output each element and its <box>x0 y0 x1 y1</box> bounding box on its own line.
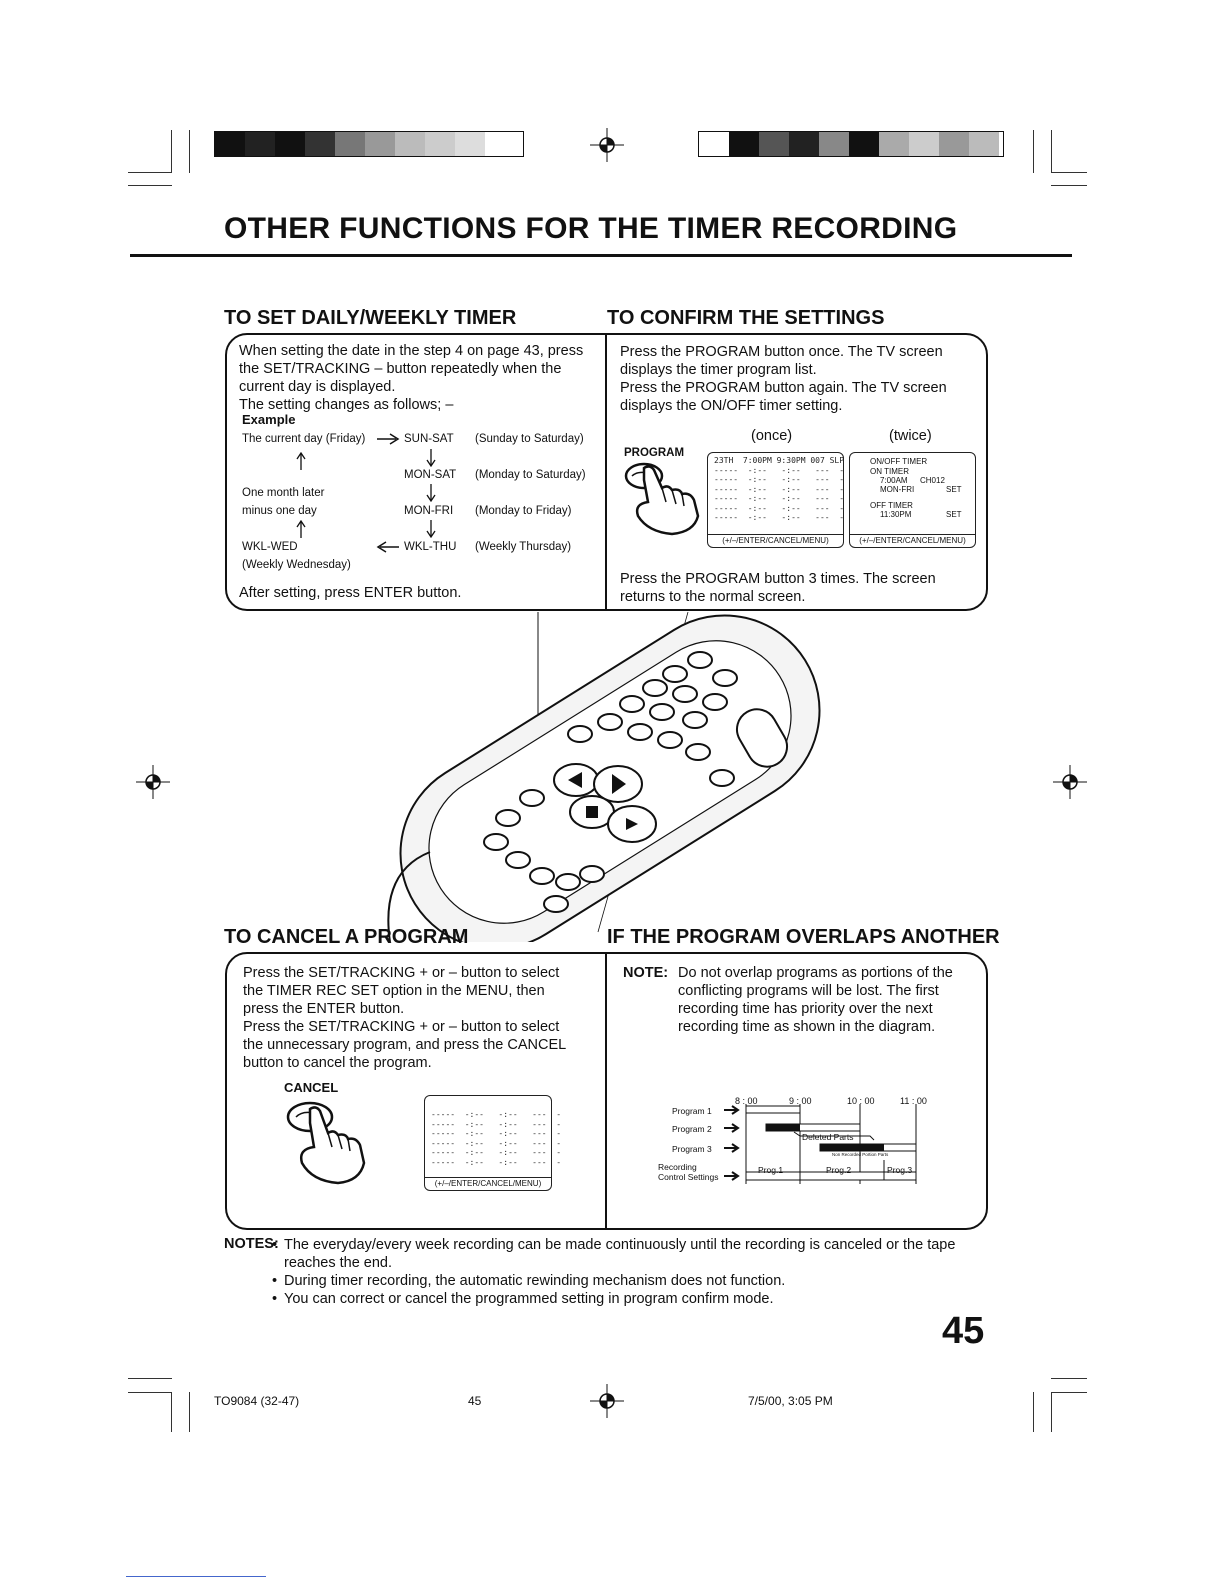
program-row-blank: ----- -:-- -:-- --- - <box>431 1157 562 1167</box>
hand-press-cancel-icon <box>282 1097 370 1187</box>
program-row-blank: ----- -:-- -:-- --- - <box>714 484 845 494</box>
once-label: (once) <box>751 428 793 444</box>
registration-mark-right-icon <box>1053 765 1087 799</box>
cancel-line-6: button to cancel the program. <box>243 1055 432 1071</box>
note-line-1: Do not overlap programs as portions of the <box>678 965 953 981</box>
bottom-box-divider <box>605 952 607 1230</box>
mode-code-4: WKL-THU <box>404 541 457 553</box>
up-arrow-icon <box>296 452 306 470</box>
on-days: MON-FRI <box>880 485 915 494</box>
confirm-line-1: Press the PROGRAM button once. The TV screen <box>620 344 943 360</box>
confirm-line-2: displays the timer program list. <box>620 362 817 378</box>
minus-one-day-label: minus one day <box>242 505 317 517</box>
page-title: OTHER FUNCTIONS FOR THE TIMER RECORDING <box>224 212 958 245</box>
set-label-2: SET <box>946 510 962 519</box>
program-3-label: Program 3 <box>672 1144 712 1154</box>
cancel-line-5: the unnecessary program, and press the CANCEL <box>243 1037 567 1053</box>
program-row-blank: ----- -:-- -:-- --- - <box>714 475 845 484</box>
daily-weekly-heading: TO SET DAILY/WEEKLY TIMER <box>224 307 517 329</box>
one-month-later-label: One month later <box>242 487 325 499</box>
remote-control-illustration <box>370 612 840 942</box>
bottom-link-underline <box>126 1576 266 1577</box>
color-bar-left <box>214 131 524 157</box>
recording-label: Recording <box>658 1162 697 1172</box>
daily-line-3: current day is displayed. <box>239 379 396 395</box>
cancel-line-1: Press the SET/TRACKING + or – button to select <box>243 965 560 981</box>
on-channel: CH012 <box>920 476 945 485</box>
title-rule <box>130 254 1072 257</box>
confirm-line-4: displays the ON/OFF timer setting. <box>620 398 843 414</box>
down-arrow-icon <box>426 520 436 538</box>
mode-desc-2: (Monday to Saturday) <box>475 469 586 481</box>
confirm-line-3: Press the PROGRAM button again. The TV screen <box>620 380 947 396</box>
color-bar-right <box>698 131 1004 157</box>
program-button-label: PROGRAM <box>624 447 685 459</box>
cancel-line-3: press the ENTER button. <box>243 1001 405 1017</box>
control-settings-label: Control Settings <box>658 1172 719 1182</box>
program-row-blank: ----- -:-- -:-- --- - <box>431 1110 562 1119</box>
daily-line-4: The setting changes as follows; – <box>239 397 454 413</box>
mode-desc-3: (Monday to Friday) <box>475 505 572 517</box>
mode-code-3: MON-FRI <box>404 505 454 517</box>
confirm-bottom-line-1: Press the PROGRAM button 3 times. The screen <box>620 571 936 587</box>
note-line-3: recording time has priority over the next <box>678 1001 933 1017</box>
prog-2-segment: Prog.2 <box>826 1165 852 1175</box>
cancel-line-4: Press the SET/TRACKING + or – button to select <box>243 1019 560 1035</box>
footer-timestamp: 7/5/00, 3:05 PM <box>748 1394 833 1408</box>
notes-label: NOTES: <box>224 1236 279 1252</box>
program-row-blank: ----- -:-- -:-- --- - <box>431 1119 562 1129</box>
time-label: 9 : 00 <box>789 1096 812 1106</box>
on-time: 7:00AM <box>880 476 908 485</box>
program-list-screen <box>707 452 844 548</box>
mode-desc-4: (Weekly Thursday) <box>475 541 572 553</box>
on-timer-label: ON TIMER <box>870 467 909 476</box>
off-time: 11:30PM <box>880 510 912 519</box>
cancel-program-list-screen <box>424 1095 562 1191</box>
wkl-wed-label: WKL-WED <box>242 541 298 553</box>
cancel-heading: TO CANCEL A PROGRAM <box>224 926 469 948</box>
current-day-label: The current day (Friday) <box>242 433 366 445</box>
page-number: 45 <box>942 1310 985 1352</box>
time-label: 11 : 00 <box>900 1096 927 1106</box>
prog-3-segment: Prog.3 <box>887 1165 913 1175</box>
confirm-heading: TO CONFIRM THE SETTINGS <box>607 307 885 329</box>
program-row-blank: ----- -:-- -:-- --- - <box>431 1148 562 1157</box>
set-label-1: SET <box>946 485 962 494</box>
time-label: 10 : 00 <box>847 1096 875 1106</box>
example-label: Example <box>242 412 296 427</box>
screen-footer: (+/–/ENTER/CANCEL/MENU) <box>425 1177 551 1188</box>
note-line-4: recording time as shown in the diagram. <box>678 1019 936 1035</box>
deleted-parts-label: Deleted Parts <box>802 1132 854 1142</box>
note-line-2: conflicting programs will be lost. The first <box>678 983 939 999</box>
footer-job-code: TO9084 (32-47) <box>214 1394 300 1408</box>
after-setting-text: After setting, press ENTER button. <box>239 585 462 601</box>
program-row-blank: ----- -:-- -:-- --- - <box>714 513 845 522</box>
footer-page: 45 <box>468 1394 482 1408</box>
program-row-1: 23TH 7:00PM 9:30PM 007 SLP <box>714 456 845 465</box>
left-arrow-icon <box>376 541 400 553</box>
prog-1-segment: Prog.1 <box>758 1165 784 1175</box>
wkl-wed-note: (Weekly Wednesday) <box>242 559 351 571</box>
note-item: • During timer recording, the automatic rewinding mechanism does not function. <box>284 1272 994 1290</box>
program-2-label: Program 2 <box>672 1124 712 1134</box>
mode-code-2: MON-SAT <box>404 469 457 481</box>
note-label: NOTE: <box>623 965 669 981</box>
program-row-blank: ----- -:-- -:-- --- - <box>431 1138 562 1148</box>
mode-desc-1: (Sunday to Saturday) <box>475 433 584 445</box>
up-arrow-icon <box>296 520 306 538</box>
down-arrow-icon <box>426 449 436 467</box>
confirm-bottom-line-2: returns to the normal screen. <box>620 589 806 605</box>
screen-footer: (+/–/ENTER/CANCEL/MENU) <box>708 534 843 545</box>
timer-title: ON/OFF TIMER <box>870 457 928 466</box>
off-timer-label: OFF TIMER <box>870 501 913 510</box>
non-recorded-label: Non Recorded Portion Parts <box>832 1152 889 1157</box>
registration-mark-bottom-icon <box>590 1384 624 1418</box>
screen-footer: (+/–/ENTER/CANCEL/MENU) <box>850 534 975 545</box>
time-label: 8 : 00 <box>735 1096 758 1106</box>
twice-label: (twice) <box>889 428 932 444</box>
right-arrow-icon <box>376 433 400 445</box>
daily-line-1: When setting the date in the step 4 on page 43, press <box>239 343 584 359</box>
program-row-blank: ----- -:-- -:-- --- - <box>714 465 845 475</box>
program-row-blank: ----- -:-- -:-- --- - <box>714 494 845 503</box>
on-off-timer-screen <box>849 452 976 548</box>
overlap-heading: IF THE PROGRAM OVERLAPS ANOTHER <box>607 926 1000 948</box>
program-row-blank: ----- -:-- -:-- --- - <box>714 503 845 513</box>
down-arrow-icon <box>426 484 436 502</box>
registration-mark-top-icon <box>590 128 624 162</box>
registration-mark-left-icon <box>136 765 170 799</box>
program-row-blank: ----- -:-- -:-- --- - <box>431 1129 562 1138</box>
daily-line-2: the SET/TRACKING – button repeatedly when the <box>239 361 562 377</box>
program-1-label: Program 1 <box>672 1106 712 1116</box>
cancel-button-label: CANCEL <box>284 1080 339 1095</box>
cancel-line-2: the TIMER REC SET option in the MENU, then <box>243 983 545 999</box>
note-item: • The everyday/every week recording can be made continuously until the recording is canceled or the tape reaches the end. <box>284 1236 994 1272</box>
hand-press-program-icon <box>620 460 708 538</box>
note-item: • You can correct or cancel the programmed setting in program confirm mode. <box>284 1290 994 1308</box>
top-box-divider <box>605 333 607 611</box>
mode-code-1: SUN-SAT <box>404 433 454 445</box>
